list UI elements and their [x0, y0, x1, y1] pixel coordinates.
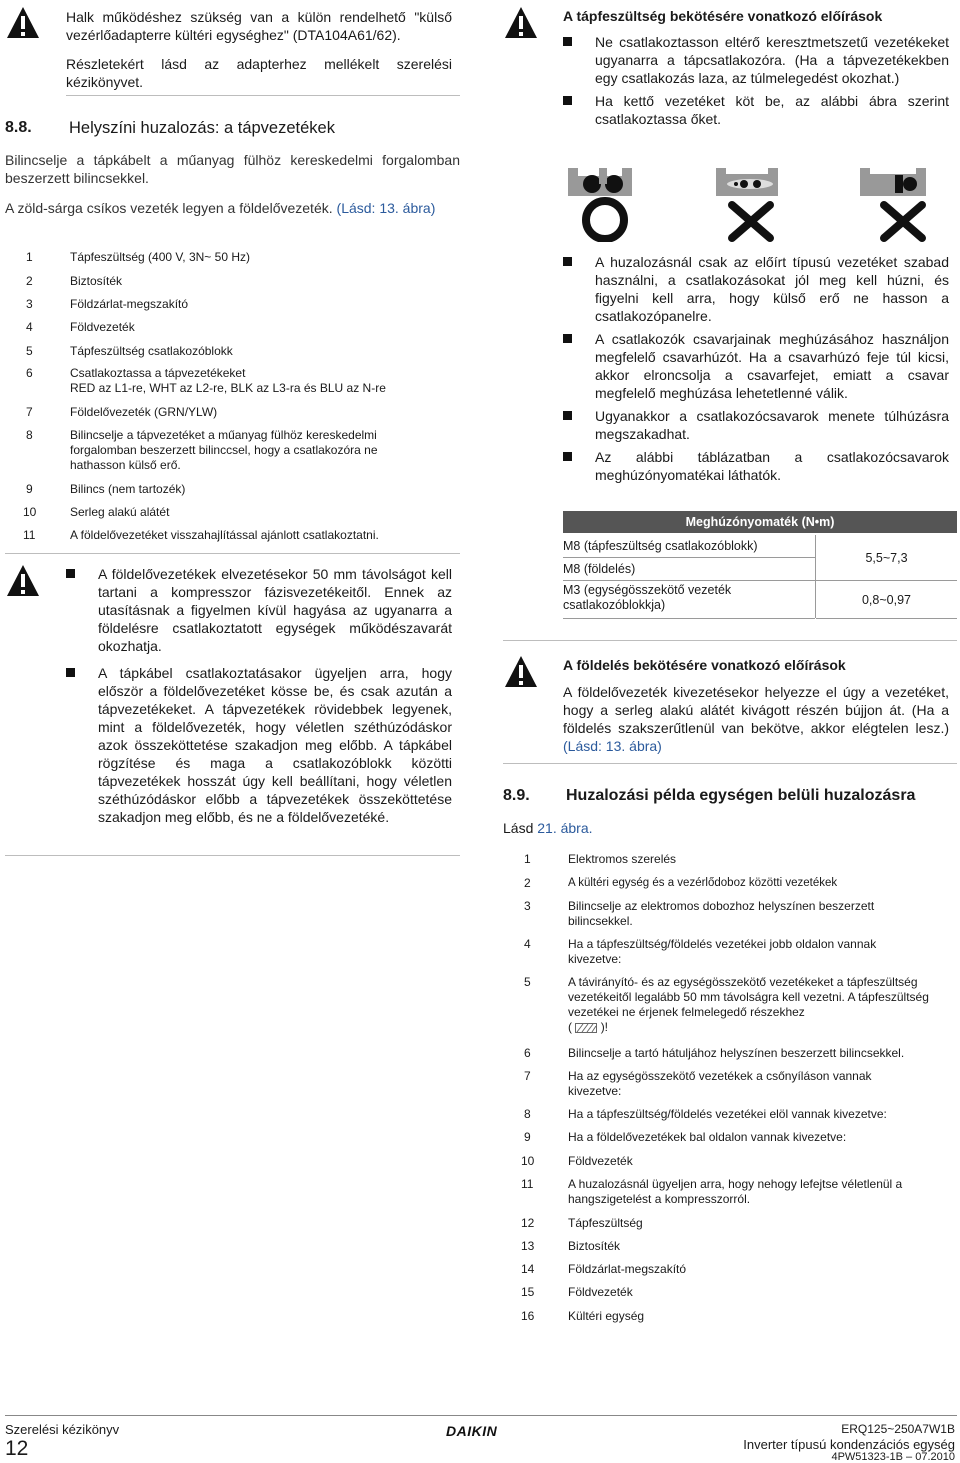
list-item: [521, 1216, 941, 1231]
bullet-icon: [563, 411, 572, 420]
intro-paragraph-2: [5, 199, 460, 217]
torque-table-cell: M8 (tápfeszültség csatlakozóblokk): [563, 535, 815, 558]
adapter-note-line2: Részletekért lásd az adapterhez mellékelt szerelési kézikönyvet.: [66, 56, 452, 90]
legend-number: 1: [26, 250, 33, 264]
torque-table-cell: M3 (egységösszekötő vezeték csatlakozóblokkja): [563, 583, 732, 612]
legend-text: Földelővezeték (GRN/YLW): [70, 405, 218, 419]
legend-number: 5: [524, 975, 531, 989]
legend-text: Ha az egységösszekötő vezetékek a csőnyíláson vannak kivezetve:: [568, 1069, 872, 1098]
legend-number: 5: [26, 344, 33, 358]
section-number-8-9: 8.9.: [503, 787, 530, 804]
list-item: [563, 448, 949, 484]
list-item: [26, 297, 456, 312]
divider: [815, 535, 816, 618]
list-item: [23, 528, 453, 543]
list-item: [26, 344, 456, 359]
adapter-note: [66, 8, 452, 91]
list-item: [521, 1154, 941, 1169]
legend-number: 6: [26, 366, 33, 380]
warning-icon: [5, 5, 41, 41]
torque-table-value: 5,5~7,3: [816, 535, 957, 581]
divider: [5, 553, 460, 554]
intro-paragraph-2-text: A zöld-sárga csíkos vezeték legyen a földelővezeték.: [5, 200, 333, 216]
list-item: [26, 428, 446, 473]
list-item: [521, 1177, 941, 1207]
bullet-text: Ne csatlakoztasson eltérő keresztmetszetű vezetékeket ugyanarra a tápcsatlakozóra. (Ha a tápvezetékekben egy csatlakozás laza, az túlmelegedést okozhat.): [595, 34, 949, 86]
power-requirements: [563, 33, 949, 128]
legend-number: 3: [524, 899, 531, 913]
legend-number: 16: [521, 1309, 535, 1323]
legend-text: Bilincselje az elektromos dobozhoz helyszínen beszerzett bilincsekkel.: [568, 899, 875, 928]
bullet-icon: [563, 96, 572, 105]
wire-connection-diagram: [560, 160, 948, 242]
wrong-connection-figure: [860, 168, 926, 238]
legend-text: Földvezeték: [70, 320, 135, 334]
section-title-8-8: Helyszíni huzalozás: a tápvezetékek: [69, 119, 335, 137]
legend-text: A huzalozásnál ügyeljen arra, hogy nehogy lefejtse véletlenül a hangszigetelést a kompresszorról.: [568, 1177, 903, 1206]
bullet-icon: [66, 668, 75, 677]
list-item: [521, 1262, 941, 1277]
list-item: [524, 975, 944, 1035]
legend-text: Földzárlat-megszakító: [70, 297, 189, 311]
list-item: [524, 1130, 944, 1145]
legend-number: 10: [23, 505, 37, 519]
legend-text: Ha a tápfeszültség/földelés vezetékei jobb oldalon vannak kivezetve:: [568, 937, 877, 966]
warning-icon: [5, 563, 41, 599]
bullet-icon: [563, 257, 572, 266]
list-item: [524, 1069, 944, 1099]
bullet-text: A földelővezetékek elvezetésekor 50 mm távolságot kell tartani a kompresszor fázisvezetékeitől. Ennek az utasításnak a figyelmen kívül hagyása az ugyanarra a földelésre csatlakoztatott egységek működészavarát okozhatja.: [98, 566, 452, 654]
legend-number: 14: [521, 1262, 535, 1276]
grounding-text: A földelővezeték kivezetésekor helyezze el úgy a vezetéket, hogy a serleg alakú alátét kivágott részén bújjon át. (Ha a földelés szakszerűtlenül van bekötve, akkor elégtelen lesz.): [563, 684, 949, 736]
list-item: [521, 1239, 941, 1254]
bullet-text: A huzalozásnál csak az előírt típusú vezetéket szabad használni, a csatlakozásokat jól meg kell húzni, és figyelni kell arra, hogy külső erő ne hasson a csatlakozópanelre.: [595, 254, 949, 324]
legend-text: Elektromos szerelés: [568, 852, 677, 866]
list-item: [26, 320, 456, 335]
list-item: [23, 505, 453, 520]
legend-text: Földvezeték: [568, 1154, 633, 1168]
legend-text: Bilincs (nem tartozék): [70, 482, 186, 496]
hatched-area-icon: [575, 1023, 597, 1033]
footer-doc-code: 4PW51323-1B – 07.2010: [831, 1451, 955, 1463]
list-item: [524, 1046, 944, 1061]
list-item: [26, 274, 456, 289]
correct-connection-figure: [568, 168, 632, 239]
legend-text-main: A távirányító- és az egységösszekötő vezetékeket a tápfeszültség vezetékeitől legalább 50 mm távolságra kell vezetni. A tápfeszültség vezetékei ne érjenek felmelegedő részekhez: [568, 975, 929, 1019]
legend-number: 6: [524, 1046, 531, 1060]
legend-text: A kültéri egység és a vezérlődoboz közötti vezetékek: [568, 877, 838, 889]
grounding-requirements-text: [563, 683, 949, 755]
footer-manual-title: Szerelési kézikönyv: [5, 1422, 120, 1437]
legend-number: 13: [521, 1239, 535, 1253]
legend-number: 10: [521, 1154, 535, 1168]
footer-page-number: 12: [5, 1437, 29, 1460]
list-item: [524, 876, 944, 891]
legend-number: 7: [524, 1069, 531, 1083]
legend-number: 1: [524, 852, 531, 866]
warning-icon: [503, 654, 539, 690]
wrong-connection-figure: [716, 168, 778, 238]
list-item: [524, 899, 944, 929]
divider: [5, 855, 460, 856]
warning-icon: [503, 5, 539, 41]
torque-table-header: Meghúzónyomaték (N•m): [563, 511, 957, 533]
figure-21-link[interactable]: 21. ábra.: [537, 820, 593, 836]
legend-number: 2: [26, 274, 33, 288]
bullet-icon: [563, 452, 572, 461]
bullet-text: Ugyanakkor a csatlakozócsavarok menete túlhúzásra megszakadhat.: [595, 408, 949, 442]
legend-text: Ha a földelővezetékek bal oldalon vannak kivezetve:: [568, 1130, 847, 1144]
torque-table-value: 0,8~0,97: [816, 581, 957, 619]
legend-number: 4: [524, 937, 531, 951]
legend-text: Földvezeték: [568, 1285, 633, 1299]
bullet-text: A csatlakozók csavarjainak meghúzásához használjon megfelelő csavarhúzót. Ha a csavarhúzó feje túl kicsi, akkor elroncsolja a csavarfejet, emiatt a csavar megfelelő meghúzása lehetetlenné válik.: [595, 331, 949, 401]
legend-text: [568, 975, 938, 1035]
bullet-icon: [66, 569, 75, 578]
wiring-guidelines: [563, 253, 949, 484]
legend-text: Tápfeszültség csatlakozóblokk: [70, 344, 233, 358]
list-item: [524, 1107, 944, 1122]
see-label: Lásd: [503, 820, 534, 836]
list-item: [563, 407, 949, 443]
bullet-text: Az alábbi táblázatban a csatlakozócsavarok meghúzónyomatékai láthatók.: [595, 449, 949, 483]
legend-number: 8: [524, 1107, 531, 1121]
bullet-text: Ha kettő vezetéket köt be, az alábbi ábra szerint csatlakoztassa őket.: [595, 93, 949, 127]
legend-number: 12: [521, 1216, 535, 1230]
list-item: [563, 33, 949, 87]
divider: [563, 618, 815, 619]
legend-text: Tápfeszültség (400 V, 3N~ 50 Hz): [70, 250, 250, 264]
divider: [66, 95, 460, 96]
figure-13-link[interactable]: (Lásd: 13. ábra): [336, 200, 436, 216]
adapter-note-line1: Halk működéshez szükség van a külön rendelhető "külső vezérlőadapterre kültéri egységhez" (DTA104A61/62).: [66, 9, 452, 43]
legend-text: Biztosíték: [568, 1239, 621, 1253]
list-item: [524, 937, 944, 967]
list-item: [563, 92, 949, 128]
paren: )!: [600, 1020, 609, 1034]
daikin-logo: DAIKIN: [446, 1423, 498, 1439]
legend-number: 7: [26, 405, 33, 419]
list-item: [26, 366, 456, 396]
legend-number: 2: [524, 876, 531, 890]
legend-number: 9: [524, 1130, 531, 1144]
legend-number: 11: [521, 1177, 534, 1191]
list-item: [524, 852, 944, 867]
list-item: [563, 330, 949, 402]
legend-text: Csatlakoztassa a tápvezetékeket RED az L1-re, WHT az L2-re, BLK az L3-ra és BLU az N-re: [70, 366, 386, 395]
legend-text: Kültéri egység: [568, 1309, 645, 1323]
list-item: [26, 405, 456, 420]
section-title-8-9: Huzalozási példa egységen belüli huzalozásra: [566, 787, 916, 804]
legend-number: 4: [26, 320, 33, 334]
paren: (: [568, 1020, 572, 1034]
list-item: [521, 1285, 941, 1300]
legend-text: Biztosíték: [70, 274, 123, 288]
list-item: [563, 253, 949, 325]
list-item: [66, 565, 452, 655]
footer-subtitle: Inverter típusú kondenzációs egység: [743, 1437, 955, 1452]
list-item: [26, 250, 456, 265]
legend-text: A földelővezetéket visszahajlítással ajánlott csatlakoztatni.: [70, 528, 379, 542]
divider: [503, 640, 957, 641]
divider: [503, 763, 957, 764]
intro-text: [5, 151, 460, 217]
legend-number: 8: [26, 428, 33, 442]
legend-number: 11: [23, 528, 36, 542]
legend-text: Földzárlat-megszakító: [568, 1262, 687, 1276]
bullet-icon: [563, 334, 572, 343]
intro-paragraph-1: Bilincselje a tápkábelt a műanyag fülhöz kereskedelmi forgalomban beszerzett bilincsekkel.: [5, 152, 460, 186]
section-number-8-8: 8.8.: [5, 119, 32, 136]
figure-13-link[interactable]: (Lásd: 13. ábra): [563, 738, 662, 754]
legend-number: 9: [26, 482, 33, 496]
legend-text: Serleg alakú alátét: [70, 505, 170, 519]
legend-number: 15: [521, 1285, 535, 1299]
list-item: [26, 482, 456, 497]
bullet-text: A tápkábel csatlakoztatásakor ügyeljen arra, hogy először a földelővezetéket kösse be, és csak azután a tápvezetékeket. A tápvezetékek rövidebbek legyenek, mint a földelővezeték, hogy véletlen széthúzódáskor azok összeköttetése szakadjon meg előbb. A tápkábel rögzítése és maga a csatlakozóblokk közötti tápvezetékek hosszát úgy kell beállítani, hogy véletlen széthúzódáskor előbb a tápvezetékek összeköttetése szakadjon meg előbb, és ne a földelővezetéké.: [98, 665, 452, 825]
footer-model: ERQ125~250A7W1B: [841, 1422, 955, 1436]
grounding-warnings: [66, 565, 452, 826]
bullet-icon: [563, 37, 572, 46]
list-item: [66, 664, 452, 826]
legend-text: Tápfeszültség: [568, 1216, 643, 1230]
legend-number: 3: [26, 297, 33, 311]
grounding-requirements-title: A földelés bekötésére vonatkozó előírások: [563, 657, 846, 673]
footer-divider: [5, 1415, 957, 1416]
legend-text: Ha a tápfeszültség/földelés vezetékei elöl vannak kivezetve:: [568, 1107, 887, 1121]
torque-table-cell: M8 (földelés): [563, 558, 815, 581]
list-item: [521, 1309, 941, 1324]
power-requirements-title: A tápfeszültség bekötésére vonatkozó előírások: [563, 8, 883, 24]
legend-text: Bilincselje a tartó hátuljához helyszínen beszerzett bilincsekkel.: [568, 1046, 905, 1060]
legend-text: Bilincselje a tápvezetéket a műanyag fülhöz kereskedelmi forgalomban beszerzett bilinccsel, hogy a csatlakozóra ne hathasson külső erő.: [70, 428, 378, 472]
see-figure-text: [503, 819, 593, 837]
